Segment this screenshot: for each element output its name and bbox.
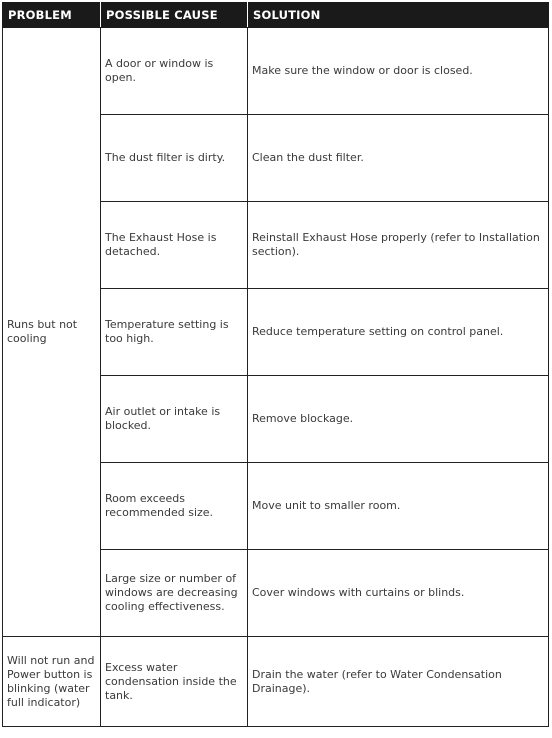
solution-cell: Cover windows with curtains or blinds. [248, 550, 549, 637]
cause-cell: Excess water condensation inside the tank. [101, 637, 248, 727]
problem-cell: Will not run and Power button is blinking (water full indicator) [3, 637, 101, 727]
cause-cell: A door or window is open. [101, 28, 248, 115]
solution-cell: Move unit to smaller room. [248, 463, 549, 550]
solution-cell: Drain the water (refer to Water Condensation Drainage). [248, 637, 549, 727]
solution-header: SOLUTION [248, 3, 549, 28]
problem-cell: Runs but not cooling [3, 28, 101, 637]
troubleshooting-table [2, 2, 549, 727]
solution-cell: Remove blockage. [248, 376, 549, 463]
cause-cell: Temperature setting is too high. [101, 289, 248, 376]
solution-cell: Reduce temperature setting on control panel. [248, 289, 549, 376]
cause-cell: The Exhaust Hose is detached. [101, 202, 248, 289]
possible-cause-header: POSSIBLE CAUSE [101, 3, 248, 28]
problem-header: PROBLEM [3, 3, 101, 28]
solution-cell: Clean the dust filter. [248, 115, 549, 202]
cause-cell: Large size or number of windows are decreasing cooling effectiveness. [101, 550, 248, 637]
cause-cell: Room exceeds recommended size. [101, 463, 248, 550]
cause-cell: The dust filter is dirty. [101, 115, 248, 202]
table-row [3, 637, 549, 727]
table-row [3, 28, 549, 115]
solution-cell: Make sure the window or door is closed. [248, 28, 549, 115]
header-row [3, 3, 549, 28]
solution-cell: Reinstall Exhaust Hose properly (refer to Installation section). [248, 202, 549, 289]
cause-cell: Air outlet or intake is blocked. [101, 376, 248, 463]
